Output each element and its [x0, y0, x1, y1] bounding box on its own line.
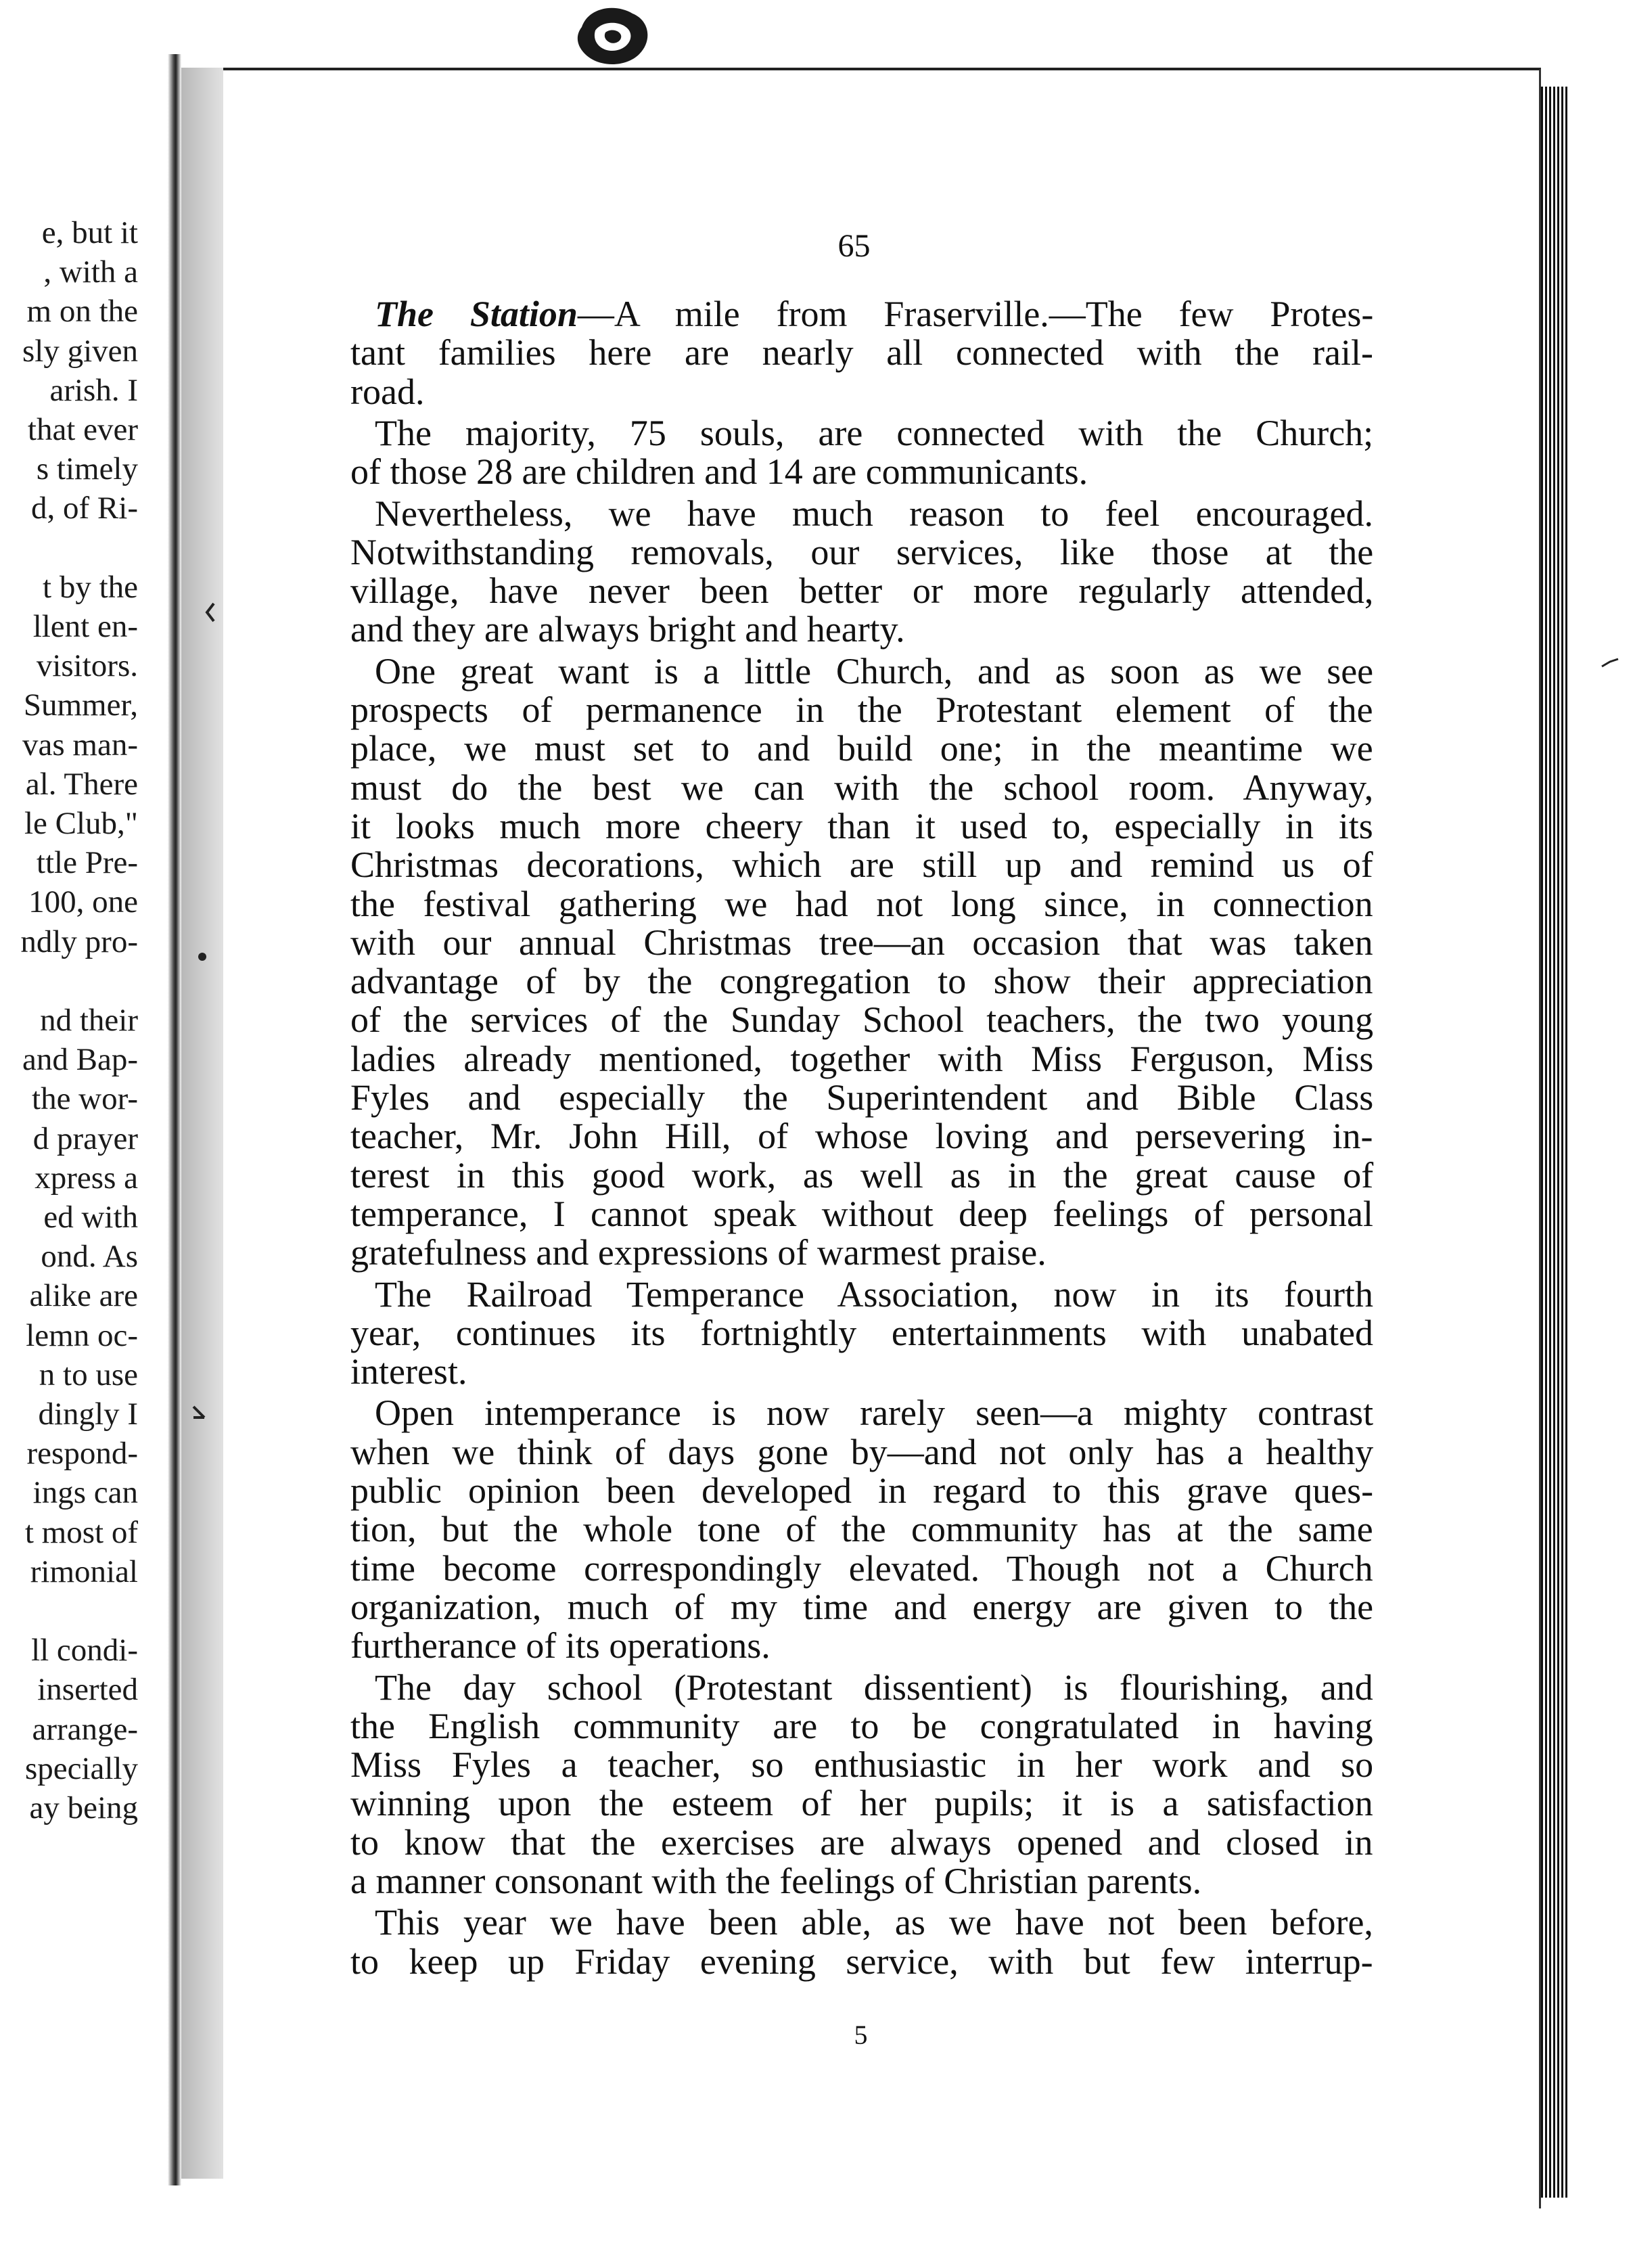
body-line: to know that the exercises are always opened and closed in — [350, 1821, 1373, 1863]
body-line: the English community are to be congratulated in having — [350, 1705, 1373, 1746]
left-page-line: , with a — [43, 254, 138, 290]
body-line: with our annual Christmas tree—an occasion that was taken — [350, 922, 1373, 963]
body-line: winning upon the esteem of her pupils; it is a satisfaction — [350, 1783, 1373, 1824]
body-line: organization, much of my time and energy are given to the — [350, 1586, 1374, 1627]
body-line: when we think of days gone by—and not only has a healthy — [350, 1431, 1374, 1472]
body-line: Open intemperance is now rarely seen—a mighty contrast — [375, 1392, 1374, 1434]
left-page-line: arish. I — [49, 372, 138, 408]
left-page-line: ndly pro- — [20, 924, 138, 959]
signature-mark: 5 — [854, 2020, 868, 2050]
body-line: road. — [350, 371, 425, 412]
body-line: Nevertheless, we have much reason to feel encouraged. — [375, 493, 1373, 534]
body-line: advantage of by the congregation to show their appreciation — [350, 961, 1373, 1002]
body-line: Miss Fyles a teacher, so enthusiastic in her work and so — [350, 1744, 1374, 1786]
left-page-line: ed with — [43, 1200, 138, 1235]
body-line-text: —A mile from Fraserville.—The few Protes- — [577, 294, 1374, 334]
body-line: time become correspondingly elevated. Though not a Church — [350, 1547, 1373, 1589]
left-page-line: that ever — [27, 412, 138, 447]
body-line: interest. — [350, 1351, 467, 1392]
left-page-line: arrange- — [32, 1711, 138, 1747]
body-line: to keep up Friday evening service, with but few interrup- — [350, 1941, 1373, 1982]
left-page-line: the wor- — [32, 1081, 138, 1117]
page-edges — [1541, 87, 1569, 2198]
body-line: tion, but the whole tone of the community has at the same — [350, 1509, 1373, 1550]
left-page-line: Summer, — [23, 687, 138, 723]
left-page-line: d, of Ri- — [31, 491, 138, 526]
left-page-line: d prayer — [32, 1120, 138, 1156]
left-page-line: t by the — [43, 569, 138, 605]
left-page-line: t most of — [24, 1514, 138, 1550]
body-line: Fyles and especially the Superintendent and Bible Class — [350, 1077, 1374, 1118]
body-line: a manner consonant with the feelings of Christian parents. — [350, 1861, 1202, 1901]
left-facing-page — [0, 61, 196, 2179]
body-line: ladies already mentioned, together with Miss Ferguson, Miss — [350, 1038, 1374, 1079]
margin-dot-icon — [196, 951, 208, 963]
ornament-icon — [568, 0, 656, 74]
left-page-line: m on the — [26, 294, 138, 330]
margin-mark-icon — [1601, 656, 1621, 670]
body-line: The day school (Protestant dissentient) is flourishing, and — [375, 1666, 1373, 1708]
left-page-line: lemn oc- — [26, 1317, 138, 1353]
left-page-line: visitors. — [36, 648, 138, 684]
body-line: the festival gathering we had not long since, in connection — [350, 883, 1373, 924]
body-line: of the services of the Sunday School teachers, the two young — [350, 999, 1374, 1041]
left-page-line: and Bap- — [22, 1042, 138, 1078]
left-page-line: inserted — [37, 1672, 138, 1708]
body-line: gratefulness and expressions of warmest praise. — [350, 1232, 1046, 1273]
left-page-line: vas man- — [22, 727, 138, 763]
margin-mark-icon — [191, 1404, 207, 1420]
body-line: temperance, I cannot speak without deep feelings of personal — [350, 1193, 1373, 1234]
left-page-line: ll condi- — [31, 1633, 138, 1669]
left-page-line: alike are — [29, 1278, 138, 1314]
body-line: One great want is a little Church, and as soon as we see — [375, 650, 1374, 691]
left-page-line: specially — [24, 1750, 138, 1786]
body-line: must do the best we can with the school room. Anyway, — [350, 767, 1374, 808]
left-page-line: e, but it — [41, 215, 138, 250]
left-page-line: rimonial — [30, 1553, 138, 1589]
body-line: terest in this good work, as well as in the great cause of — [350, 1154, 1374, 1196]
body-line: and they are always bright and hearty. — [350, 609, 905, 650]
left-page-line: ond. As — [41, 1239, 138, 1275]
left-page-line: al. There — [25, 766, 138, 802]
body-line: tant families here are nearly all connected with the rail- — [350, 332, 1373, 373]
left-page-line: s timely — [36, 451, 138, 487]
left-page-line: sly given — [22, 333, 138, 369]
body-line: The majority, 75 souls, are connected with the Church; — [375, 412, 1374, 453]
body-line: of those 28 are children and 14 are communicants. — [350, 451, 1088, 493]
body-line: public opinion been developed in regard to this grave ques- — [350, 1470, 1374, 1511]
margin-mark-icon — [203, 602, 216, 622]
left-page-line: dingly I — [38, 1397, 138, 1432]
body-line: This year we have been able, as we have not been before, — [375, 1902, 1373, 1943]
body-line: Christmas decorations, which are still up and remind us of — [350, 844, 1373, 886]
body-line: place, we must set to and build one; in the meantime we — [350, 728, 1373, 769]
left-page-line: ttle Pre- — [36, 845, 138, 881]
left-page-line: nd their — [40, 1003, 138, 1038]
body-line: it looks much more cheery than it used to, especially in its — [350, 805, 1373, 846]
left-page-line: le Club," — [24, 806, 138, 841]
body-line: Notwithstanding removals, our services, like those at the — [350, 531, 1374, 572]
left-page-line: xpress a — [34, 1160, 138, 1196]
body-line: year, continues its fortnightly entertainments with unabated — [350, 1312, 1374, 1353]
left-page-line: respond- — [26, 1436, 138, 1472]
left-page-line: ings can — [32, 1475, 138, 1511]
body-line — [375, 294, 1373, 334]
page-number: 65 — [837, 228, 871, 264]
right-page — [223, 68, 1541, 2208]
left-page-line: 100, one — [28, 884, 138, 920]
left-page-line: ay being — [29, 1790, 138, 1825]
body-line: furtherance of its operations. — [350, 1625, 770, 1666]
left-page-line: n to use — [39, 1357, 138, 1392]
body-line: prospects of permanence in the Protestant element of the — [350, 689, 1373, 730]
section-heading: The Station — [375, 294, 578, 334]
body-line: The Railroad Temperance Association, now in its fourth — [375, 1273, 1373, 1315]
left-page-line: llent en- — [32, 609, 138, 644]
body-line: teacher, Mr. John Hill, of whose loving and persevering in- — [350, 1116, 1373, 1157]
body-line: village, have never been better or more regularly attended, — [350, 570, 1374, 612]
gutter — [168, 54, 181, 2185]
